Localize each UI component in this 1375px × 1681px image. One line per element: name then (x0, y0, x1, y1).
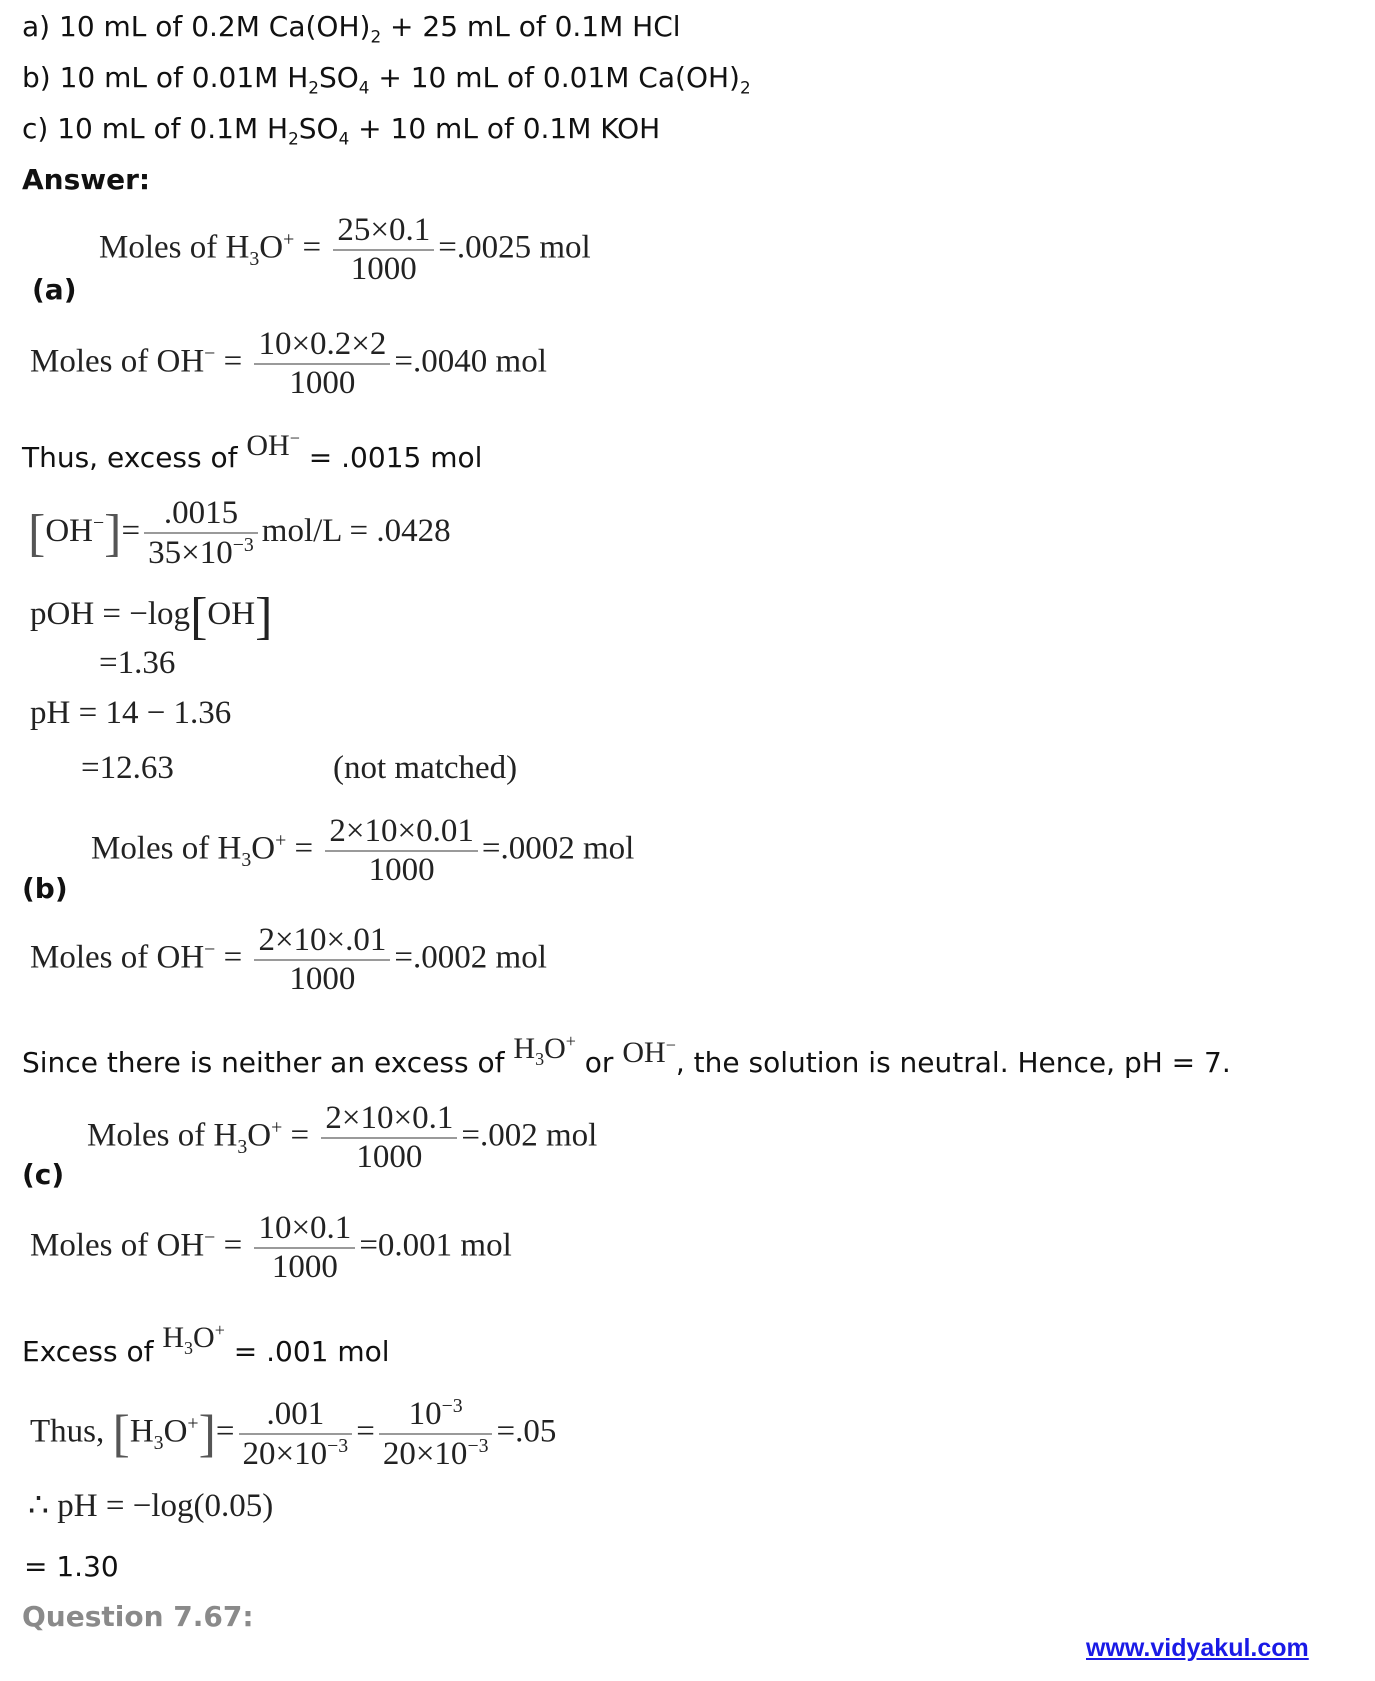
equation-result: =.05 (496, 1413, 557, 1450)
a-note: (not matched) (333, 750, 518, 786)
equation-text: Thus, (30, 1413, 105, 1450)
part-label: a) (22, 10, 51, 43)
part-text: 10 mL of 0.1M H (57, 112, 289, 145)
species (622, 1036, 676, 1069)
subscript: 2 (739, 77, 751, 98)
numerator-text: 10 (408, 1396, 442, 1432)
subscript: 2 (370, 26, 382, 47)
footer-link[interactable]: www.vidyakul.com (1086, 1634, 1309, 1662)
denominator: 1000 (289, 961, 356, 997)
a-concentration-equation: [OH−]= $\frac{.0015}{35\times 10^{-3}}$ mol/L = .0428 (28, 495, 451, 571)
denominator (379, 1435, 493, 1473)
text: , the solution is neutral. Hence, pH = 7. (675, 1046, 1231, 1079)
subscript: 2 (288, 128, 299, 149)
equation-text: Moles of OH (30, 939, 205, 976)
numerator: .0015 (163, 495, 239, 531)
equation-text: OH (45, 513, 93, 550)
subscript: 2 (308, 77, 319, 98)
fraction (239, 1396, 353, 1473)
superscript: − (93, 512, 105, 535)
subscript: 3 (249, 248, 260, 271)
denominator-text: 20×10 (382, 1436, 468, 1472)
subscript: 3 (535, 1049, 545, 1069)
denominator: 1000 (271, 1249, 338, 1285)
denominator: 1000 (289, 365, 356, 401)
superscript: + (275, 829, 287, 852)
equation-result: mol/L = .0428 (261, 513, 451, 550)
c-ph-equation (28, 1485, 273, 1525)
superscript: − (289, 428, 300, 448)
fraction (333, 212, 434, 288)
species-text: H (513, 1032, 536, 1065)
text: Since there is neither an excess of (22, 1046, 505, 1079)
superscript: + (187, 1412, 199, 1435)
part-text: + 10 mL of 0.1M KOH (349, 112, 661, 145)
denominator (144, 534, 258, 572)
superscript: + (271, 1116, 283, 1139)
equation-text: Moles of H (87, 1117, 238, 1154)
numerator: 25×0.1 (337, 212, 431, 248)
exponent: −3 (467, 1435, 489, 1457)
a-h3o-equation: Moles of $H_3O^+$ = $\frac{25\times 0.1}{1000}$ =.0025 mol (99, 212, 591, 287)
next-question-heading: Question 7.67: (22, 1600, 254, 1633)
superscript: − (204, 1226, 216, 1249)
denominator: 1000 (350, 251, 417, 287)
value: = .001 mol (233, 1335, 390, 1368)
equation-text: O (251, 830, 276, 867)
fraction (254, 922, 390, 998)
text: Excess of (22, 1335, 154, 1368)
a-poh-value: =1.36 (99, 645, 176, 681)
question-part-a (22, 10, 681, 47)
part-text: + 10 mL of 0.01M Ca(OH) (369, 61, 740, 94)
equation-text: O (247, 1117, 272, 1154)
part-text: + 25 mL of 0.1M HCl (381, 10, 681, 43)
numerator: 2×10×0.1 (325, 1100, 454, 1136)
a-ph-value: =12.63 (81, 750, 174, 786)
a-excess-line (22, 428, 483, 475)
equation-text: ∴ pH = −log (28, 1488, 194, 1524)
numerator: .001 (266, 1395, 325, 1432)
subscript: 3 (184, 1338, 194, 1358)
equation-text: pOH = −log (30, 596, 191, 633)
c-h3o-equation: Moles of $H_3O^+$ = $\frac{2\times 10\times 0.1}{1000}$ =.002 mol (87, 1100, 598, 1175)
fraction (325, 813, 477, 889)
b-conclusion (22, 1031, 1231, 1084)
question-part-b (22, 61, 751, 98)
numerator: 2×10×.01 (258, 922, 387, 958)
species (246, 429, 300, 462)
subscript: 4 (358, 77, 370, 98)
denominator-text: 20×10 (242, 1435, 328, 1472)
text: Thus, excess of (22, 441, 238, 474)
species-text: H (162, 1321, 185, 1354)
a-ph-equation: pH = 14 − 1.36 (30, 695, 232, 731)
part-c-label: (c) (22, 1158, 65, 1191)
equation-text: Moles of OH (30, 343, 205, 380)
equation-result: =0.001 mol (359, 1227, 512, 1264)
superscript: − (204, 342, 216, 365)
exponent: −3 (441, 1395, 463, 1417)
superscript: + (214, 1320, 225, 1340)
numerator: 10×0.1 (258, 1210, 352, 1246)
bracket: ] (104, 505, 122, 562)
fraction (379, 1395, 493, 1473)
answer-heading: Answer: (22, 163, 151, 196)
bracket: ] (198, 1405, 216, 1463)
denominator (239, 1435, 353, 1473)
b-h3o-equation: Moles of $H_3O^+$ = $\frac{2\times 10\times 0.01}{1000}$ =.0002 mol (91, 813, 635, 888)
c-oh-equation: Moles of OH− = $\frac{10\times 0.1}{1000}$ =0.001 mol (30, 1210, 512, 1285)
equation-text: O (259, 229, 284, 266)
equation-text: (0.05) (193, 1488, 274, 1524)
fraction (321, 1100, 457, 1176)
numerator: 10×0.2×2 (258, 326, 387, 362)
part-b-label: (b) (22, 872, 68, 905)
part-text: SO (298, 112, 339, 145)
species-text: OH (246, 429, 290, 462)
fraction (144, 495, 258, 572)
equation-text: O (163, 1413, 188, 1450)
species-text: O (544, 1032, 566, 1065)
part-label: c) (22, 112, 49, 145)
question-part-c (22, 112, 660, 149)
equation-text: Moles of OH (30, 1227, 205, 1264)
numerator (379, 1395, 493, 1433)
c-concentration-equation: Thus, $[H_3O^+]=$ $\frac{.001}{20\times 10^{-3}}$ = $\frac{10^{-3}}{20\times 10^{-3}}$ =.05 (30, 1395, 557, 1472)
bracket: ] (255, 588, 273, 645)
superscript: − (204, 938, 216, 961)
subscript: 3 (241, 849, 252, 872)
c-excess-line (22, 1320, 390, 1373)
equation-result: =.0002 mol (481, 830, 635, 867)
superscript: + (565, 1031, 576, 1051)
fraction (254, 1210, 355, 1286)
species-text: O (193, 1321, 215, 1354)
equation-text: Moles of H (99, 229, 250, 266)
part-label: b) (22, 61, 51, 94)
equation-text: Moles of H (91, 830, 242, 867)
numerator: 2×10×0.01 (329, 813, 474, 849)
bracket: [ (190, 588, 208, 645)
part-text: 10 mL of 0.2M Ca(OH) (59, 10, 371, 43)
species (513, 1031, 576, 1069)
value: = .0015 mol (308, 441, 483, 474)
equation-result: =.002 mol (461, 1117, 598, 1154)
subscript: 3 (237, 1136, 248, 1159)
superscript: − (665, 1035, 676, 1055)
b-oh-equation: Moles of OH− = $\frac{2\times 10\times.01}{1000}$ =.0002 mol (30, 922, 547, 997)
subscript: 3 (153, 1432, 164, 1455)
denominator: 1000 (356, 1139, 423, 1175)
exponent: −3 (327, 1434, 349, 1457)
bracket: [ (112, 1405, 130, 1463)
a-oh-equation: Moles of OH− = $\frac{10\times 0.2\times 2}{1000}$ =.0040 mol (30, 326, 547, 401)
species (162, 1320, 225, 1358)
exponent: −3 (232, 534, 254, 556)
equation-result: =.0025 mol (438, 229, 591, 266)
superscript: + (283, 228, 295, 251)
part-text: 10 mL of 0.01M H (59, 61, 309, 94)
equation-text: H (129, 1413, 154, 1450)
part-a-label: (a) (32, 273, 77, 306)
c-ph-value: = 1.30 (24, 1550, 119, 1583)
fraction (254, 326, 390, 402)
bracket: [ (28, 505, 46, 562)
a-poh-equation (30, 587, 272, 646)
denominator-text: 35×10 (148, 535, 233, 571)
subscript: 4 (338, 128, 350, 149)
equation-result: =.0040 mol (394, 343, 547, 380)
part-text: SO (318, 61, 359, 94)
equation-text: OH (207, 596, 256, 633)
text: or (584, 1046, 614, 1079)
equation-result: =.0002 mol (394, 939, 547, 976)
denominator: 1000 (368, 852, 435, 888)
species-text: OH (622, 1036, 666, 1069)
